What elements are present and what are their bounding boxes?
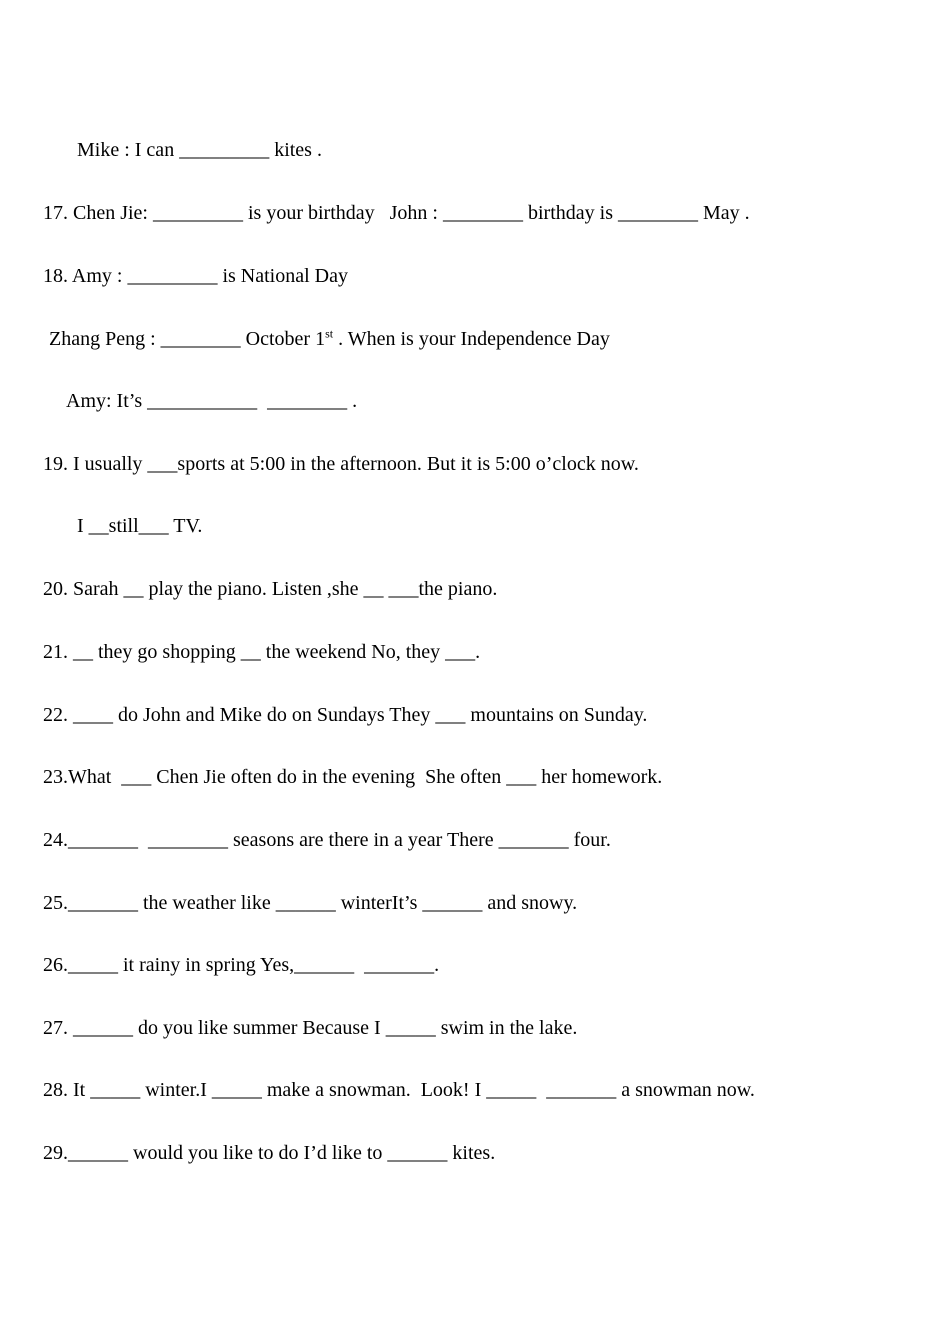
question-19: 19. I usually ___sports at 5:00 in the afternoon. But it is 5:00 o’clock now. xyxy=(43,453,639,475)
question-25: 25._______ the weather like ______ winterIt’s ______ and snowy. xyxy=(43,892,578,914)
question-22: 22. ____ do John and Mike do on Sundays They ___ mountains on Sunday. xyxy=(43,704,648,726)
line-amy-answer: Amy: It’s ___________ ________ . xyxy=(66,390,358,412)
question-19-continued: I __still___ TV. xyxy=(77,515,203,537)
question-20: 20. Sarah __ play the piano. Listen ,she __ ___the piano. xyxy=(43,578,498,600)
question-17: 17. Chen Jie: _________ is your birthday John : ________ birthday is ________ May . xyxy=(43,202,750,224)
question-23: 23.What ___ Chen Jie often do in the evening She often ___ her homework. xyxy=(43,766,663,788)
question-21: 21. __ they go shopping __ the weekend No, they ___. xyxy=(43,641,481,663)
question-18: 18. Amy : _________ is National Day xyxy=(43,265,348,287)
question-26: 26._____ it rainy in spring Yes,______ _______. xyxy=(43,954,440,976)
line-zhang-peng xyxy=(49,327,610,351)
zhang-peng-text-start: Zhang Peng : ________ October 1 xyxy=(49,328,326,350)
zhang-peng-text-end: . When is your Independence Day xyxy=(333,328,610,350)
question-29: 29.______ would you like to do I’d like to ______ kites. xyxy=(43,1142,496,1164)
question-28: 28. It _____ winter.I _____ make a snowman. Look! I _____ _______ a snowman now. xyxy=(43,1079,755,1101)
question-24: 24._______ ________ seasons are there in a year There _______ four. xyxy=(43,829,611,851)
question-27: 27. ______ do you like summer Because I _____ swim in the lake. xyxy=(43,1017,578,1039)
ordinal-suffix: st xyxy=(325,326,334,341)
line-mike-answer: Mike : I can _________ kites . xyxy=(77,139,322,161)
